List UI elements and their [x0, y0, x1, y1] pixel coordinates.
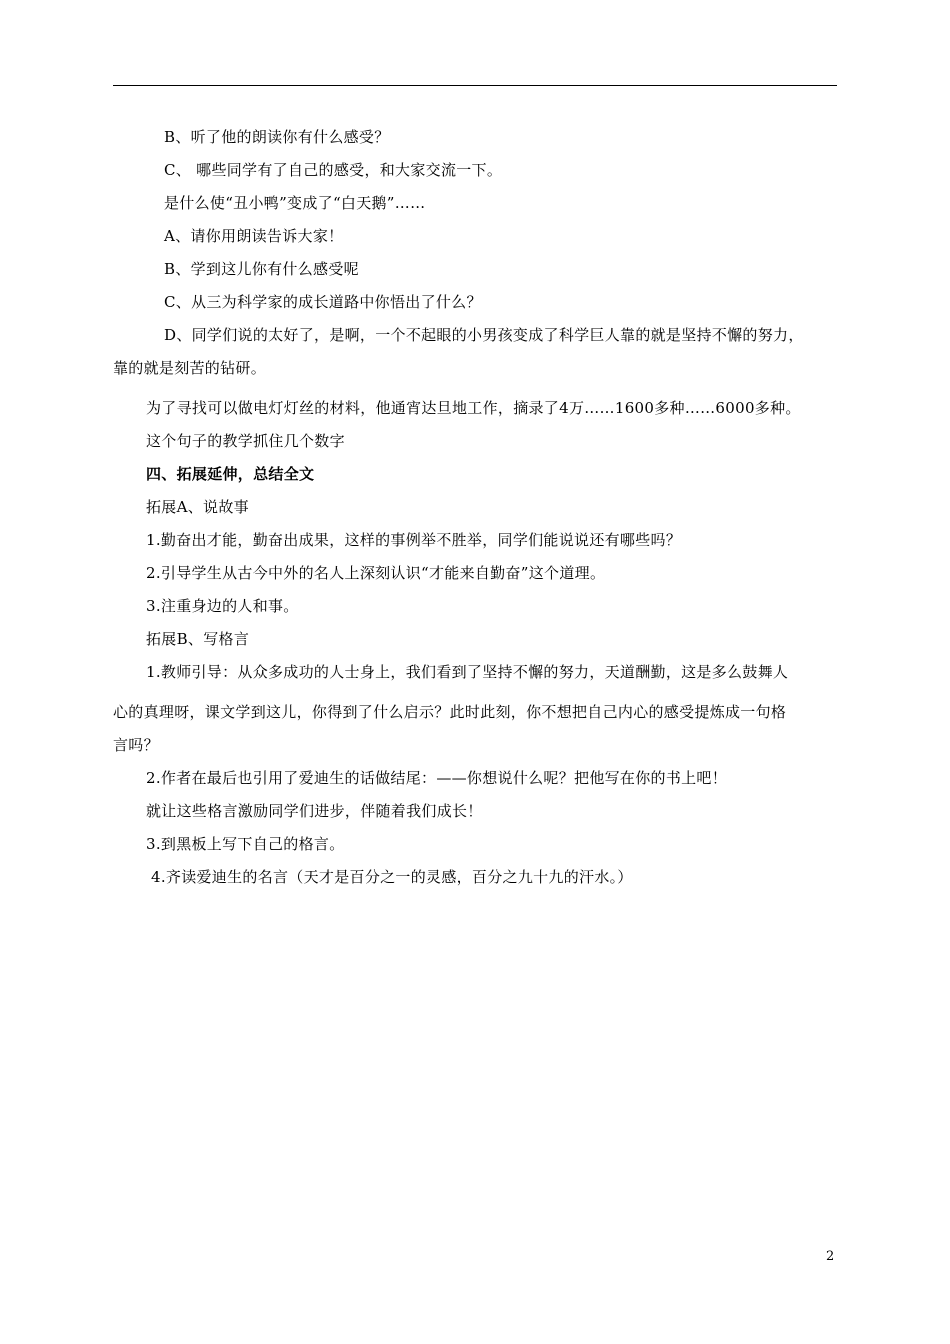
- header-rule: [113, 85, 837, 86]
- text-line: 言吗？: [113, 736, 159, 754]
- text-line: 靠的就是刻苦的钻研。: [113, 359, 267, 377]
- text-line: 3.注重身边的人和事。: [146, 597, 299, 615]
- text-line: 4.齐读爱迪生的名言（天才是百分之一的灵感，百分之九十九的汗水。）: [151, 868, 633, 886]
- text-line: 心的真理呀，课文学到这儿，你得到了什么启示？此时此刻，你不想把自己内心的感受提炼成一句格: [113, 703, 787, 721]
- text-line: C、从三为科学家的成长道路中你悟出了什么？: [164, 293, 482, 311]
- text-line: 1.教师引导：从众多成功的人士身上，我们看到了坚持不懈的努力，天道酬勤，这是多么鼓舞人: [146, 663, 789, 681]
- text-line: 拓展A、说故事: [146, 498, 249, 516]
- text-line: B、学到这儿你有什么感受呢: [164, 260, 359, 278]
- text-line: 2.引导学生从古今中外的名人上深刻认识“才能来自勤奋”这个道理。: [146, 564, 606, 582]
- section-heading: 四、拓展延伸，总结全文: [146, 465, 315, 483]
- text-line: 1.勤奋出才能，勤奋出成果，这样的事例举不胜举，同学们能说说还有哪些吗？: [146, 531, 682, 549]
- text-line: C、 哪些同学有了自己的感受，和大家交流一下。: [164, 161, 503, 179]
- text-line: 2.作者在最后也引用了爱迪生的话做结尾：——你想说什么呢？把他写在你的书上吧！: [146, 769, 728, 787]
- text-line: 3.到黑板上写下自己的格言。: [146, 835, 345, 853]
- text-line: 为了寻找可以做电灯灯丝的材料，他通宵达旦地工作，摘录了4万……1600多种……6000多种。: [146, 399, 801, 417]
- text-line: D、同学们说的太好了，是啊，一个不起眼的小男孩变成了科学巨人靠的就是坚持不懈的努力，: [164, 326, 804, 344]
- page-number: 2: [826, 1249, 835, 1264]
- text-line: 是什么使“丑小鸭”变成了“白天鹅”……: [164, 194, 426, 212]
- text-line: 拓展B、写格言: [146, 630, 250, 648]
- text-line: 就让这些格言激励同学们进步，伴随着我们成长！: [146, 802, 483, 820]
- text-line: 这个句子的教学抓住几个数字: [146, 432, 345, 450]
- text-line: B、听了他的朗读你有什么感受？: [164, 128, 390, 146]
- text-line: A、请你用朗读告诉大家！: [164, 227, 344, 245]
